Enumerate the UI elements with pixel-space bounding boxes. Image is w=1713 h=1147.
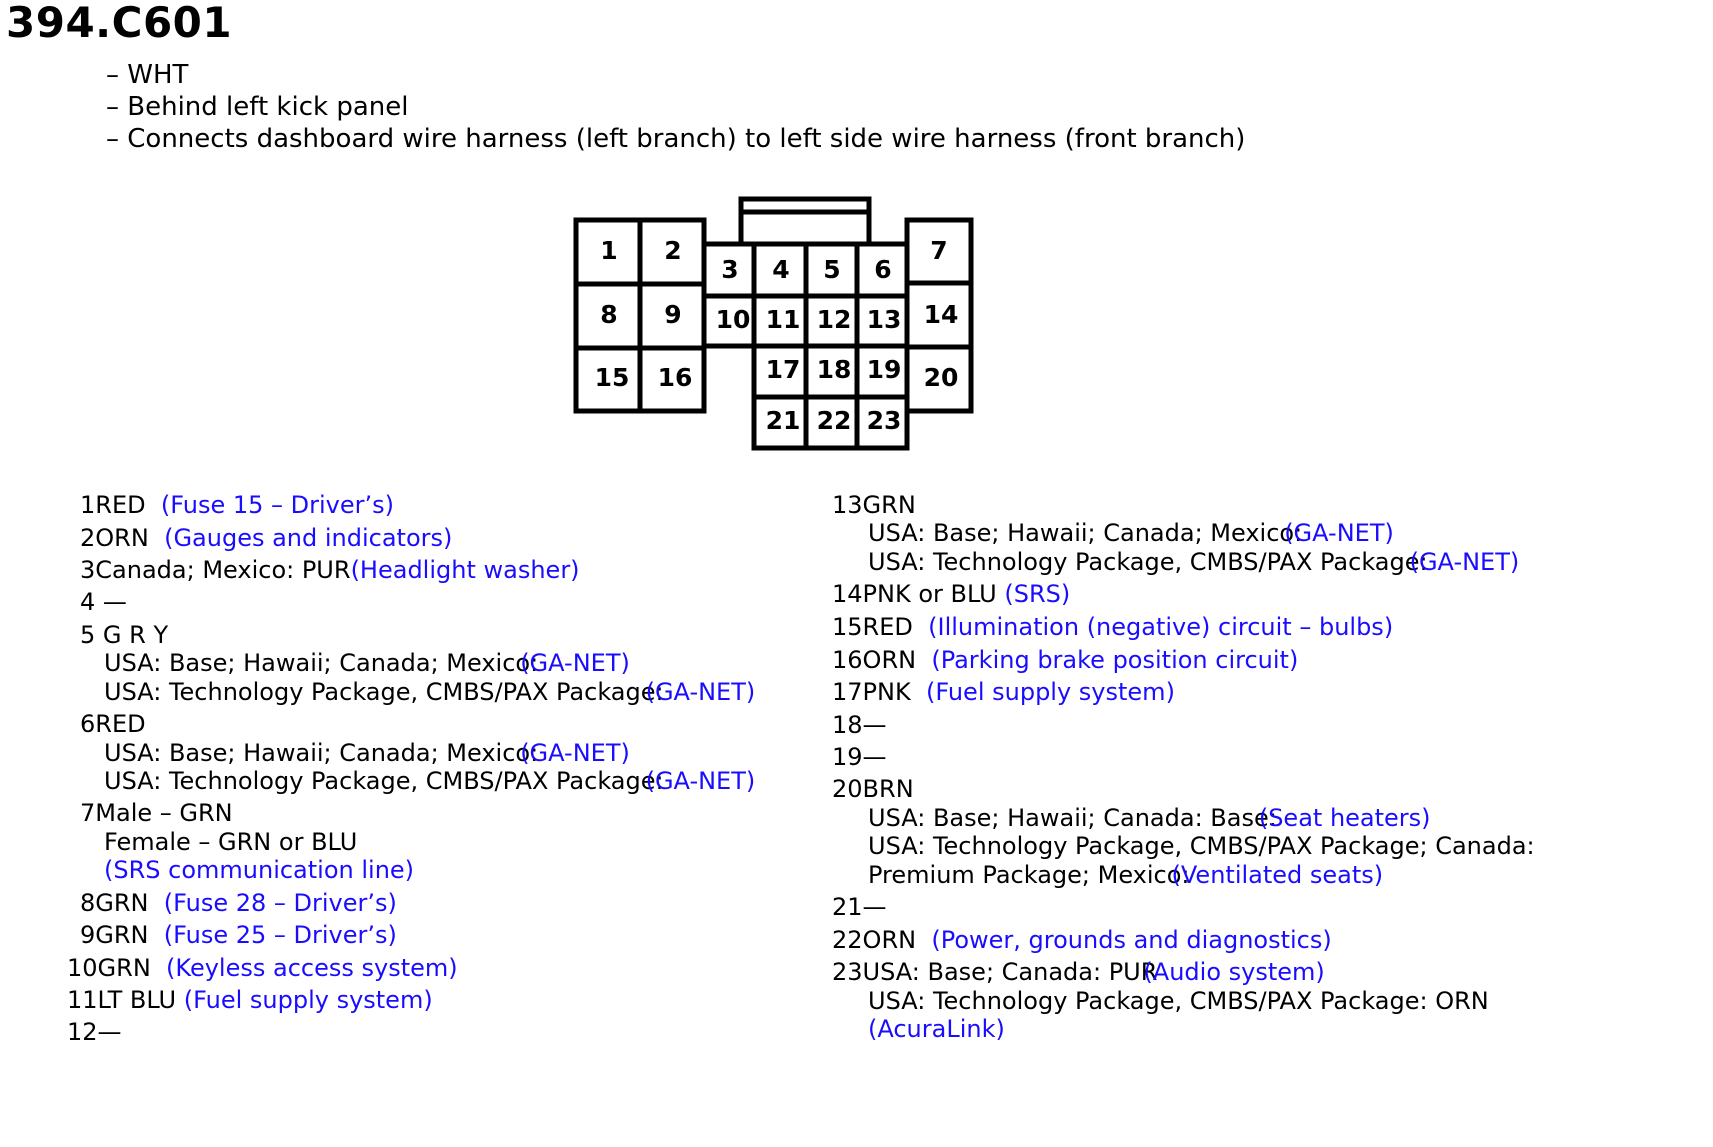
pin-number: 17 [832,678,863,706]
wire-color: USA: Base; Canada: PUR [862,958,1158,986]
circuit-link[interactable]: (SRS communication line) [104,856,415,884]
pin-number: 3 [80,556,96,584]
connector-color: – WHT [106,60,189,90]
wire-color: G R Y [102,621,169,649]
wire-color: BRN [862,775,914,803]
circuit-link[interactable]: (Fuel supply system) [183,986,433,1014]
pin-entry-15 [832,613,1393,641]
circuit-link[interactable]: (Fuel supply system) [925,678,1175,706]
pin-number: 16 [832,646,863,674]
pin-entry-11 [67,986,433,1014]
pin-label: 17 [765,355,801,384]
pin-label: 7 [930,236,948,265]
pin-20-variant: USA: Technology Package, CMBS/PAX Package; Canada: [868,832,1535,860]
wire-color: GRN [97,954,151,982]
pin-label: 15 [594,363,630,392]
pin-entry-4 [80,588,127,616]
circuit-link[interactable]: (GA-NET) [1409,548,1520,576]
pin-label: 2 [664,236,682,265]
pin-number: 18 [832,711,863,739]
wire-color: GRN [862,491,916,519]
pin-entry-21 [832,893,887,921]
pin-number: 19 [832,743,863,771]
connector-connection: – Connects dashboard wire harness (left branch) to left side wire harness (front branch) [106,124,1246,154]
wire-color: Male – GRN [95,799,233,827]
wire-color: — [862,711,887,739]
pin-label: 21 [765,406,801,435]
pin-number: 21 [832,893,863,921]
wire-color: PNK or BLU [862,580,997,608]
circuit-link[interactable]: (Audio system) [1143,958,1325,986]
pin-number: 1 [80,491,96,519]
pin-entry-1 [80,491,394,519]
pin-7-variant: Female – GRN or BLU [104,828,358,856]
pin-label: 3 [721,255,739,284]
pin-number: 22 [832,926,863,954]
wire-color: — [97,1018,122,1046]
pin-20-variant: USA: Base; Hawaii; Canada: Base:(Seat heaters) [868,804,1431,832]
pin-entry-23 [832,958,1325,986]
circuit-link[interactable]: (Illumination (negative) circuit – bulbs) [928,613,1394,641]
circuit-link[interactable]: (GA-NET) [645,767,756,795]
pin-number: 10 [67,954,98,982]
pin-number: 13 [832,491,863,519]
pin-label: 11 [765,305,801,334]
pin-7-variant [104,856,414,884]
wire-color: ORN [862,926,917,954]
pin-entry-7 [80,799,233,827]
pin-number: 23 [832,958,863,986]
pin-number: 8 [80,889,96,917]
circuit-link[interactable]: (Seat heaters) [1258,804,1431,832]
wire-color: — [862,893,887,921]
pin-number: 6 [80,710,96,738]
circuit-link[interactable]: (Fuse 28 – Driver’s) [163,889,397,917]
circuit-link[interactable]: (Fuse 25 – Driver’s) [163,921,397,949]
pin-number: 7 [80,799,96,827]
pin-label: 10 [715,305,751,334]
pin-23-variant [868,1015,1005,1043]
pin-label: 5 [823,255,841,284]
pin-label: 20 [923,363,959,392]
wire-color: — [102,588,127,616]
pin-label: 22 [816,406,852,435]
wire-color: LT BLU [97,986,177,1014]
pin-entry-10 [67,954,458,982]
circuit-link[interactable]: (SRS) [1004,580,1071,608]
pin-label: 23 [866,406,902,435]
pin-entry-22 [832,926,1332,954]
connector-diagram [0,0,1713,470]
circuit-link[interactable]: (Ventilated seats) [1171,861,1384,889]
connector-location: – Behind left kick panel [106,92,409,122]
pin-label: 8 [600,300,618,329]
pin-label: 9 [664,300,682,329]
pin-number: 12 [67,1018,98,1046]
circuit-link[interactable]: (Headlight washer) [350,556,580,584]
circuit-link[interactable]: (GA-NET) [645,678,756,706]
wire-color: ORN [95,524,149,552]
pin-entry-19 [832,743,887,771]
pin-entry-3 [80,556,580,584]
pin-number: 20 [832,775,863,803]
circuit-link[interactable]: (AcuraLink) [868,1015,1005,1043]
pin-entry-18 [832,711,887,739]
pin-label: 19 [866,355,902,384]
pin-13-variant: USA: Technology Package, CMBS/PAX Package:(GA-NET) [868,548,1520,576]
page-title: 394.C601 [6,0,233,47]
pin-entry-8 [80,889,397,917]
wire-color: Canada; Mexico: PUR [95,556,351,584]
pin-entry-12 [67,1018,122,1046]
pin-label: 12 [816,305,852,334]
pin-number: 4 [80,588,96,616]
wire-color: PNK [862,678,911,706]
pin-entry-2 [80,524,452,552]
pin-number: 9 [80,921,96,949]
pin-number: 11 [67,986,98,1014]
pin-label: 1 [600,236,618,265]
wire-color: RED [95,710,146,738]
pin-13-variant: USA: Base; Hawaii; Canada; Mexico:(GA-NET) [868,519,1394,547]
pin-entry-20 [832,775,914,803]
wire-color: ORN [862,646,917,674]
wire-color: GRN [95,921,149,949]
pin-entry-6 [80,710,146,738]
pin-number: 2 [80,524,96,552]
pin-label: 13 [866,305,902,334]
wire-color: GRN [95,889,149,917]
circuit-link[interactable]: (GA-NET) [1284,519,1394,547]
pin-5-variant: USA: Base; Hawaii; Canada; Mexico:(GA-NET) [104,649,630,677]
pin-label: 16 [657,363,693,392]
pin-entry-5 [80,621,168,649]
circuit-link[interactable]: (Gauges and indicators) [164,524,453,552]
circuit-link[interactable]: (GA-NET) [520,739,630,767]
pin-5-variant: USA: Technology Package, CMBS/PAX Package:(GA-NET) [104,678,756,706]
circuit-link[interactable]: (GA-NET) [520,649,630,677]
pin-label: 14 [923,300,959,329]
pin-23-variant: USA: Technology Package, CMBS/PAX Package: ORN [868,987,1489,1015]
pin-label: 4 [772,255,790,284]
pin-entry-9 [80,921,397,949]
circuit-link[interactable]: (Fuse 15 – Driver’s) [160,491,394,519]
pin-number: 14 [832,580,863,608]
wire-color: — [862,743,887,771]
pin-number: 15 [832,613,863,641]
wire-color: RED [95,491,146,519]
pin-entry-14 [832,580,1070,608]
pin-6-variant: USA: Technology Package, CMBS/PAX Package:(GA-NET) [104,767,756,795]
pin-20-variant: Premium Package; Mexico:(Ventilated seats) [868,861,1384,889]
pin-label: 18 [816,355,852,384]
pin-entry-13 [832,491,916,519]
pin-number: 5 [80,621,96,649]
pin-entry-17 [832,678,1175,706]
pin-entry-16 [832,646,1298,674]
circuit-link[interactable]: (Keyless access system) [166,954,458,982]
circuit-link[interactable]: (Parking brake position circuit) [931,646,1299,674]
connector-latch [741,199,869,244]
circuit-link[interactable]: (Power, grounds and diagnostics) [931,926,1332,954]
pin-label: 6 [874,255,892,284]
wire-color: RED [862,613,913,641]
pin-6-variant: USA: Base; Hawaii; Canada; Mexico:(GA-NET) [104,739,630,767]
